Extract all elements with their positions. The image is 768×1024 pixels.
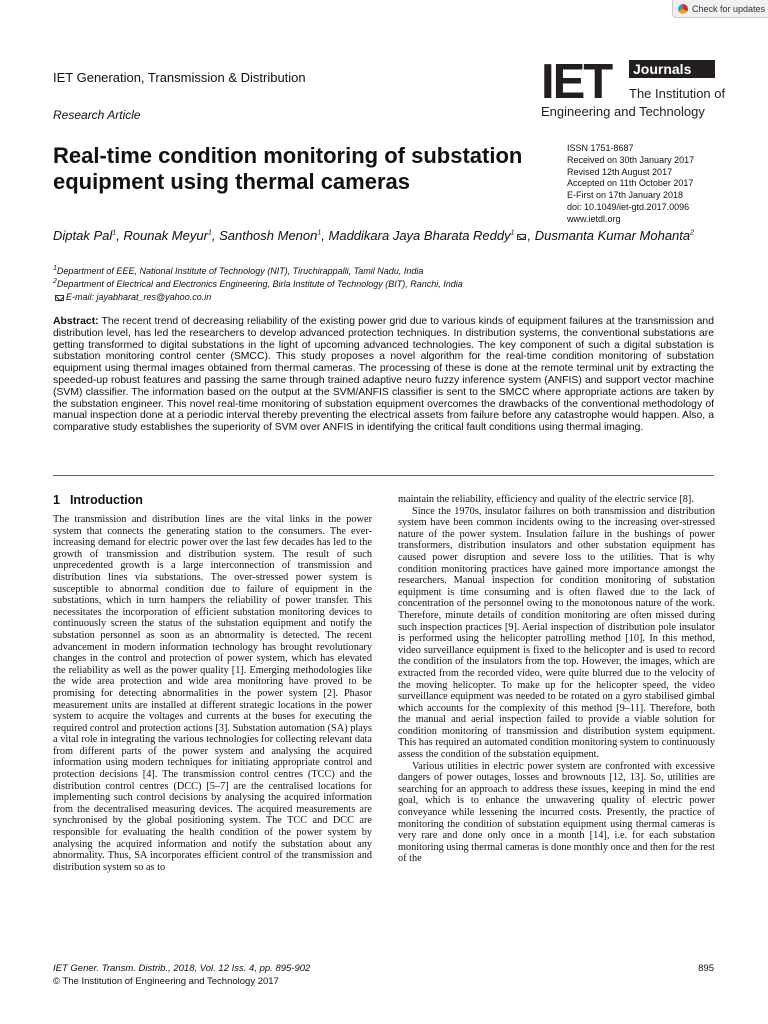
author-name: Dusmanta Kumar Mohanta [534, 228, 691, 243]
left-column [53, 514, 372, 873]
abstract-label: Abstract: [53, 316, 99, 327]
envelope-icon [517, 234, 526, 240]
paper-title: Real-time condition monitoring of substation equipment using thermal cameras [53, 143, 523, 194]
efirst-date: E-First on 17th January 2018 [567, 190, 684, 201]
logo-institution-line1: The Institution of [629, 86, 726, 101]
footer-copyright: © The Institution of Engineering and Technology 2017 [53, 976, 279, 987]
accepted-date: Accepted on 11th October 2017 [567, 178, 694, 189]
check-for-updates-label: Check for updates [692, 3, 766, 14]
section-title: Introduction [69, 493, 143, 507]
doi-link[interactable]: doi: 10.1049/iet-gtd.2017.0096 [567, 201, 690, 212]
author-name: Rounak Meyur [123, 228, 208, 243]
right-column [398, 494, 715, 865]
website-link[interactable]: www.ietdl.org [567, 213, 621, 224]
footer-citation: IET Gener. Transm. Distrib., 2018, Vol. 12 Iss. 4, pp. 895-902 [53, 963, 311, 974]
section-number: 1 [53, 493, 60, 507]
crossmark-icon [678, 4, 688, 14]
paragraph: Since the 1970s, insulator failures on both transmission and distribution system have been common incidents owing to the increasing over-stressed nature of the power system. Insulation failure in the bushings of power transformers, distribution insulators and other substation equipment has caused power disruption and severe loss to the utilities. That is why condition monitoring practices have gained more importance amongst the researchers. Manual inspection for condition monitoring of substation equipment is time consuming and is often flawed due to the lack of concentration of the personnel owing to the monotonous nature of the work. Therefore, minute details of condition monitoring are often missed during such inspection practices [9]. Aerial inspection of distribution pole insulator is performed using the helicopter patrolling method [10]. In this method, video surveillance equipment is fixed to the helicopter and is used to record the condition of the insulators from the top. However, the images, which are extracted from the recorded video, were quite blurred due to the velocity of the moving helicopter. To make up for the helicopter speed, the video surveillance equipment was needed to be rotated on a gyro stabilised gimbal which accounts for the complexity of this method [9–11]. Therefore, both the manual and aerial inspection failed to provide a viable solution for condition monitoring of transmission and distribution system equipment. This has required an automated condition monitoring system to continuously assess the condition of the substation equipment. [398, 505, 715, 761]
affiliation-1: $^1$Department of EEE, National Institute of Technology (NIT), Tiruchirappalli, Tamil Nadu, India [53, 265, 424, 276]
abstract-text: The recent trend of decreasing reliability of the existing power grid due to various kinds of equipment failures at the transmission and distribution level, has led the researchers to develop advanced protection techniques. In distribution systems, the conventional substations are getting transformed to digital substations in the light of upcoming advanced technologies. The key component of such a digital substation is substation monitoring control center (SMCC). This study proposes a novel algorithm for the real-time condition monitoring of substation equipment using thermal images obtained from thermal cameras. The processing of these is done at the remote terminal unit by extracting the speeded-up robust features and passing the same through trained adaptive neuro fuzzy inference system (ANFIS) and support vector machine (SVM) classifier. The information based on the output at the SVM/ANFIS classifier is sent to the SMCC where appropriate actions are taken by the substation engineer. This novel real-time monitoring of substation equipment overcomes the drawbacks of the conventional methodology of manual inspection done at a periodic interval thereby preventing the electrical assets from failure before any catastrophe would happen. Also, a comparative study establishes the superiority of SVM over ANFIS in identifying the critical fault conditions using thermal imaging. [53, 316, 714, 434]
affiliation-2: $^2$Department of Electrical and Electronics Engineering, Birla Institute of Technology (BIT), Ranchi, India [53, 278, 463, 289]
section-heading [53, 493, 153, 507]
article-type: Research Article [53, 108, 141, 122]
paragraph: Various utilities in electric power system are confronted with excessive dangers of power outages, losses and brownouts [12, 13]. So, utilities are searching for an approach to address these issues, keeping in mind the end goal, which is to enhance the unwavering quality of electric power conveyance while lessening the incurred costs. Presently, the practice of monitoring the condition of substation equipment using thermal cameras is very rare and done only once in a month [14], i.e. for each substation monitoring using thermal cameras is done monthly once and then for the rest of the [398, 760, 715, 865]
divider [53, 475, 714, 476]
logo-brand: IET [541, 55, 612, 109]
page-number: 895 [698, 963, 714, 974]
paragraph: maintain the reliability, efficiency and quality of the electric service [8]. [398, 494, 694, 505]
journal-name: IET Generation, Transmission & Distribution [53, 70, 306, 85]
paragraph: The transmission and distribution lines are the vital links in the power system that connects the generating station to the consumers. The ever-increasing demand for electric power over the last few decades has led to the growth of transmission and distribution system. The result of such unprecedented growth is a large interconnection of transmission and distribution lines via substations. The over-stressed power system is susceptible to abnormal condition due to failure of equipment in the substations, which in turn hampers the reliability of power transfer. This necessitates the incorporation of efficient substation monitoring devices to continuously screen the status of the substation equipment and notify the substation personnel as soon as an abnormality is detected. The recent advancement in modern information technology has brought revolutionary changes in the control and protection of power system, which has elevated the reliability as well as the power quality [1]. Emerging methodologies like the wide area protection and wide area monitoring have proved to be promising for detecting abnormalities in the power system [2]. Phasor measurement units are installed at different strategic locations in the power system to acquire the voltages and currents at the buses for executing the required control and protection actions [3]. Substation automation (SA) plays a vital role in integrating the various technologies for collecting relevant data from different parts of the power system and analysing the acquired information using modern techniques for initiating appropriate control and protection decisions [4]. The transmission control centres (TCC) and the distribution control centres (DCC) [5–7] are the centralised locations for implementing such control decisions by analysing the acquired information from the decentralised measuring devices. The acquired measurements are synchronised by the global positioning system. The TCC and DCC are responsible for evaluating the health condition of the power system by analysing the acquired information and notify the substation about any abnormality. Thus, SA incorporates efficient control of the transmission and distribution system so as to [53, 514, 372, 873]
iet-logo [541, 55, 726, 122]
corresponding-email[interactable]: E-mail: jayabharat_res@yahoo.co.in [53, 292, 211, 303]
logo-journals: Journals [629, 60, 715, 78]
author-name: Santhosh Menon [219, 228, 318, 243]
author-name: Maddikara Jaya Bharata Reddy [328, 228, 511, 243]
abstract [53, 316, 714, 434]
issn: ISSN 1751-8687 [567, 143, 634, 153]
revised-date: Revised 12th August 2017 [567, 166, 673, 177]
article-meta [567, 143, 694, 226]
logo-institution-line2: Engineering and Technology [541, 104, 705, 119]
check-for-updates-badge[interactable] [672, 0, 768, 18]
received-date: Received on 30th January 2017 [567, 154, 695, 165]
author-name: Diptak Pal [53, 228, 113, 243]
envelope-icon [55, 295, 64, 301]
author-list: Diptak Pal$^1$, Rounak Meyur$^1$, Santhosh Menon$^1$, Maddikara Jaya Bharata Reddy$^1$ , Dusmanta Kumar Mohanta$^2$ [53, 228, 695, 243]
